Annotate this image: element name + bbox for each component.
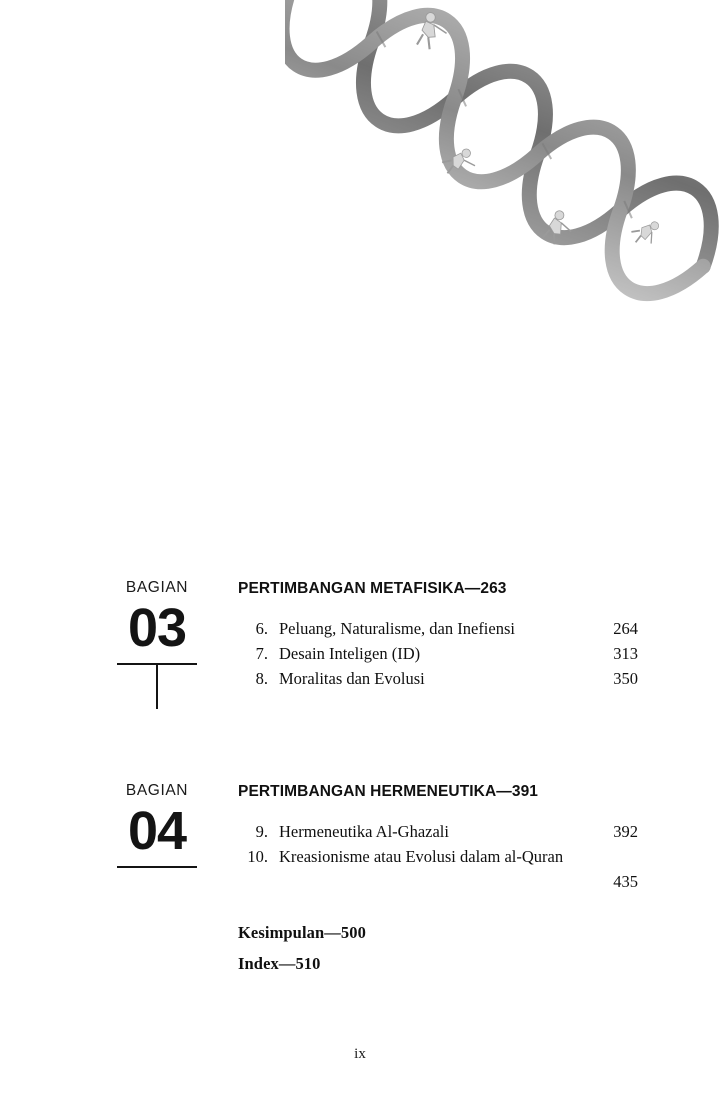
chapter-list-03: [238, 616, 638, 691]
chapter-entry[interactable]: [238, 616, 638, 641]
part-body-03: [238, 580, 638, 691]
part-title: PERTIMBANGAN METAFISIKA—263: [238, 580, 507, 597]
backmatter-entry-index[interactable]: Index—510: [238, 954, 321, 974]
part-rule: [117, 866, 197, 869]
part-number: 03: [127, 597, 187, 658]
chapter-page-number-overflow: 435: [613, 871, 638, 891]
chapter-number: 9.: [255, 821, 268, 841]
chapter-entry[interactable]: [238, 819, 638, 844]
chapter-page-number: 392: [613, 821, 638, 841]
dna-double-helix-illustration: [285, 0, 720, 306]
chapter-number: 10.: [247, 846, 268, 866]
part-label: BAGIAN: [125, 579, 189, 596]
part-marker-04: [112, 783, 202, 868]
chapter-title: Kreasionisme atau Evolusi dalam al-Quran: [279, 846, 564, 866]
chapter-title: Moralitas dan Evolusi: [279, 668, 425, 688]
page-number-folio: ix: [354, 1046, 366, 1062]
part-title: PERTIMBANGAN HERMENEUTIKA—391: [238, 783, 539, 800]
chapter-entry[interactable]: [238, 844, 638, 869]
chapter-title: Desain Inteligen (ID): [279, 643, 421, 663]
chapter-title: Hermeneutika Al-Ghazali: [279, 821, 449, 841]
chapter-page-number: 350: [613, 668, 638, 688]
part-marker-03: [112, 580, 202, 709]
chapter-entry[interactable]: [238, 666, 638, 691]
part-body-04: [238, 783, 638, 894]
backmatter-entry-kesimpulan[interactable]: Kesimpulan—500: [238, 923, 366, 942]
chapter-number: 6.: [255, 618, 268, 638]
backmatter-list: [238, 917, 638, 979]
chapter-entry[interactable]: [238, 641, 638, 666]
chapter-page-number: 264: [613, 618, 638, 638]
chapter-page-number: 313: [613, 643, 638, 663]
part-number: 04: [127, 800, 187, 861]
chapter-title: Peluang, Naturalisme, dan Inefiensi: [279, 618, 515, 638]
chapter-number: 8.: [255, 668, 268, 688]
part-label: BAGIAN: [125, 782, 189, 799]
chapter-list-04: [238, 819, 638, 894]
part-stem: [156, 665, 159, 709]
chapter-number: 7.: [255, 643, 268, 663]
